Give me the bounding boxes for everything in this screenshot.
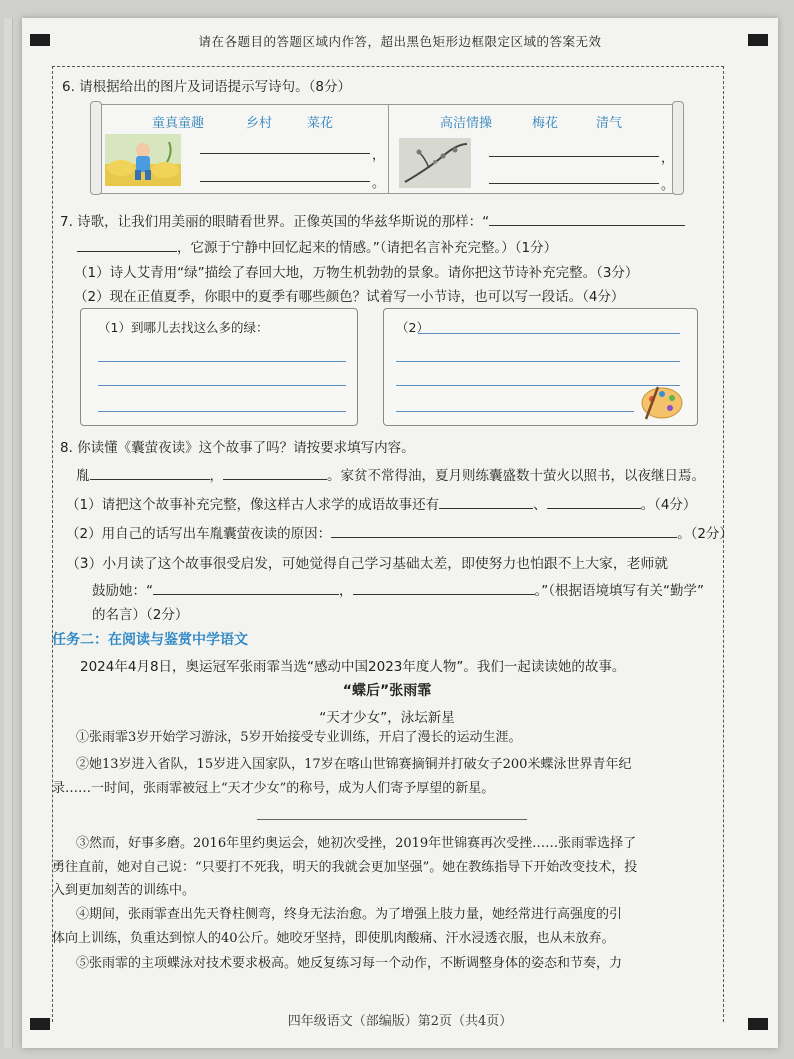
q8-sub1-sep: 、 <box>533 497 547 513</box>
q7-question-line-2 <box>77 236 557 256</box>
child-field-illustration <box>105 134 181 186</box>
q7-blank-1[interactable] <box>489 213 685 226</box>
q8-sub2 <box>66 522 733 542</box>
q6-right-keyword-3: 清气 <box>596 116 623 131</box>
q6-right-keyword-1: 高洁情操 <box>440 116 493 131</box>
paragraph-4-line-1: ④期间，张雨霏查出先天脊柱侧弯，终身无法治愈。为了增强上肢力量，她经常进行高强度的引 <box>76 907 623 922</box>
q6-left-keyword-2: 乡村 <box>246 116 273 131</box>
q7-box2-line-1[interactable] <box>418 333 680 334</box>
scroll-curl-left <box>90 101 102 195</box>
q8-story-blank-2[interactable] <box>223 467 327 480</box>
scroll-divider <box>388 105 389 193</box>
q7-box1-line-3[interactable] <box>98 411 346 412</box>
q8-sub1-text: （1）请把这个故事补充完整，像这样古人求学的成语故事还有 <box>66 497 440 513</box>
plum-blossom-illustration <box>399 138 471 188</box>
page-edge <box>4 18 13 1048</box>
q6-answer-line-4[interactable] <box>489 183 659 184</box>
q8-sub3-tail: 。”（根据语境填写有关“勤学” <box>534 583 704 599</box>
paragraph-1: ①张雨霏3岁开始学习游泳，5岁开始接受专业训练，开启了漫长的运动生涯。 <box>76 730 522 745</box>
q6-answer-line-1[interactable] <box>200 153 370 154</box>
paragraph-2-line-2: 录……一时间，张雨霏被冠上“天才少女”的称号，成为人们寄予厚望的新星。 <box>52 781 495 796</box>
page-footer: 四年级语文（部编版）第2页（共4页） <box>287 1014 513 1029</box>
q6-answer-line-2[interactable] <box>200 181 370 182</box>
q8-sub3-line-1: （3）小月读了这个故事很受启发，可她觉得自己学习基础太差，即使努力也怕跟不上大家，老师就 <box>66 556 669 572</box>
q8-sub3-comma: ， <box>339 583 353 599</box>
q7-quote-intro: 7. 诗歌，让我们用美丽的眼睛看世界。正像英国的华兹华斯说的那样：“ <box>60 214 490 230</box>
q7-question-line-1 <box>60 210 685 230</box>
q8-story-end: 。家贫不常得油，夏月则练囊盛数十萤火以照书，以夜继日焉。 <box>327 468 705 484</box>
q8-story-start: 胤 <box>76 468 90 484</box>
q7-blank-2[interactable] <box>77 239 177 252</box>
paragraph-3-line-2: 勇往直前，她对自己说：“只要打不死我，明天的我就会更加坚强”。她在教练指导下开始改变技术，投 <box>52 860 638 875</box>
q7-box2-line-3[interactable] <box>396 385 680 386</box>
q8-sub2-tail: 。（2分） <box>677 526 733 542</box>
q6-comma-2: ， <box>661 151 675 166</box>
q8-sub3-blank-1[interactable] <box>153 582 339 595</box>
q8-title: 8. 你读懂《囊萤夜读》这个故事了吗？请按要求填写内容。 <box>60 440 415 456</box>
q7-quote-tail: ，它源于宁静中回忆起来的情感。”（请把名言补充完整。）（1分） <box>177 240 558 256</box>
q6-comma-1: ， <box>372 148 386 163</box>
q7-sub1: （1）诗人艾青用“绿”描绘了春回大地，万物生机勃勃的景象。请你把这节诗补充完整。（3分） <box>74 265 639 281</box>
exam-page <box>22 18 778 1048</box>
q8-sub2-text: （2）用自己的话写出车胤囊萤夜读的原因： <box>66 526 332 542</box>
q7-box2-line-4[interactable] <box>396 411 634 412</box>
paragraph-2-line-1: ②她13岁进入省队，15岁进入国家队，17岁在喀山世锦赛摘铜并打破女子200米蝶泳世界青年纪 <box>76 757 632 772</box>
paragraph-3-line-3: 入到更加刻苦的训练中。 <box>52 883 196 898</box>
q6-left-keyword-3: 菜花 <box>307 116 334 131</box>
paint-palette-icon <box>640 383 684 421</box>
task2-title: 任务二：在阅读与鉴赏中学语文 <box>52 632 248 648</box>
q8-sub1-blank-1[interactable] <box>439 496 533 509</box>
q8-sub1 <box>66 493 696 513</box>
q8-sub3-lead: 鼓励她：“ <box>92 583 153 599</box>
paragraph-3-line-1: ③然而，好事多磨。2016年里约奥运会，她初次受挫，2019年世锦赛再次受挫……张雨霏选择了 <box>76 836 637 851</box>
q8-sub1-tail: 。（4分） <box>640 497 697 513</box>
q8-sub3-blank-2[interactable] <box>353 582 535 595</box>
q8-sub3-line-3: 的名言）（2分） <box>92 607 189 623</box>
q8-story-blank-1[interactable] <box>90 467 210 480</box>
subtitle-answer-line[interactable] <box>257 819 527 820</box>
q8-story-comma: ， <box>209 468 223 484</box>
q8-sub3-line-2 <box>92 579 704 599</box>
article-subtitle-1: “天才少女”，泳坛新星 <box>319 710 455 726</box>
q8-story-line <box>76 464 705 484</box>
q6-period-1: 。 <box>372 176 386 191</box>
q6-right-keyword-2: 梅花 <box>532 116 559 131</box>
q7-box2-label: （2） <box>396 320 429 335</box>
answer-area-notice: 请在各题目的答题区域内作答，超出黑色矩形边框限定区域的答案无效 <box>198 34 602 49</box>
paragraph-5-line-1: ⑤张雨霏的主项蝶泳对技术要求极高。她反复练习每一个动作，不断调整身体的姿态和节奏，力 <box>76 956 623 971</box>
article-title: “蝶后”张雨霏 <box>342 683 432 699</box>
q7-box2-line-2[interactable] <box>396 361 680 362</box>
q7-box1-line-2[interactable] <box>98 385 346 386</box>
paragraph-4-line-2: 体向上训练，负重达到惊人的40公斤。她咬牙坚持，即使肌肉酸痛、汗水浸透衣服，也从未放弃。 <box>52 931 615 946</box>
q8-sub2-blank[interactable] <box>331 525 677 538</box>
q7-box1-line-1[interactable] <box>98 361 346 362</box>
q7-box1-label: （1）到哪儿去找这么多的绿： <box>98 320 269 335</box>
task2-intro: 2024年4月8日，奥运冠军张雨霏当选“感动中国2023年度人物”。我们一起读读她的故事。 <box>80 659 626 675</box>
q7-sub2: （2）现在正值夏季，你眼中的夏季有哪些颜色？试着写一小节诗，也可以写一段话。（4分） <box>74 289 625 305</box>
q6-answer-line-3[interactable] <box>489 156 659 157</box>
q8-sub1-blank-2[interactable] <box>547 496 641 509</box>
q6-period-2: 。 <box>661 178 675 193</box>
q6-left-keyword-1: 童真童趣 <box>152 116 205 131</box>
q6-title: 6. 请根据给出的图片及词语提示写诗句。（8分） <box>62 79 352 95</box>
